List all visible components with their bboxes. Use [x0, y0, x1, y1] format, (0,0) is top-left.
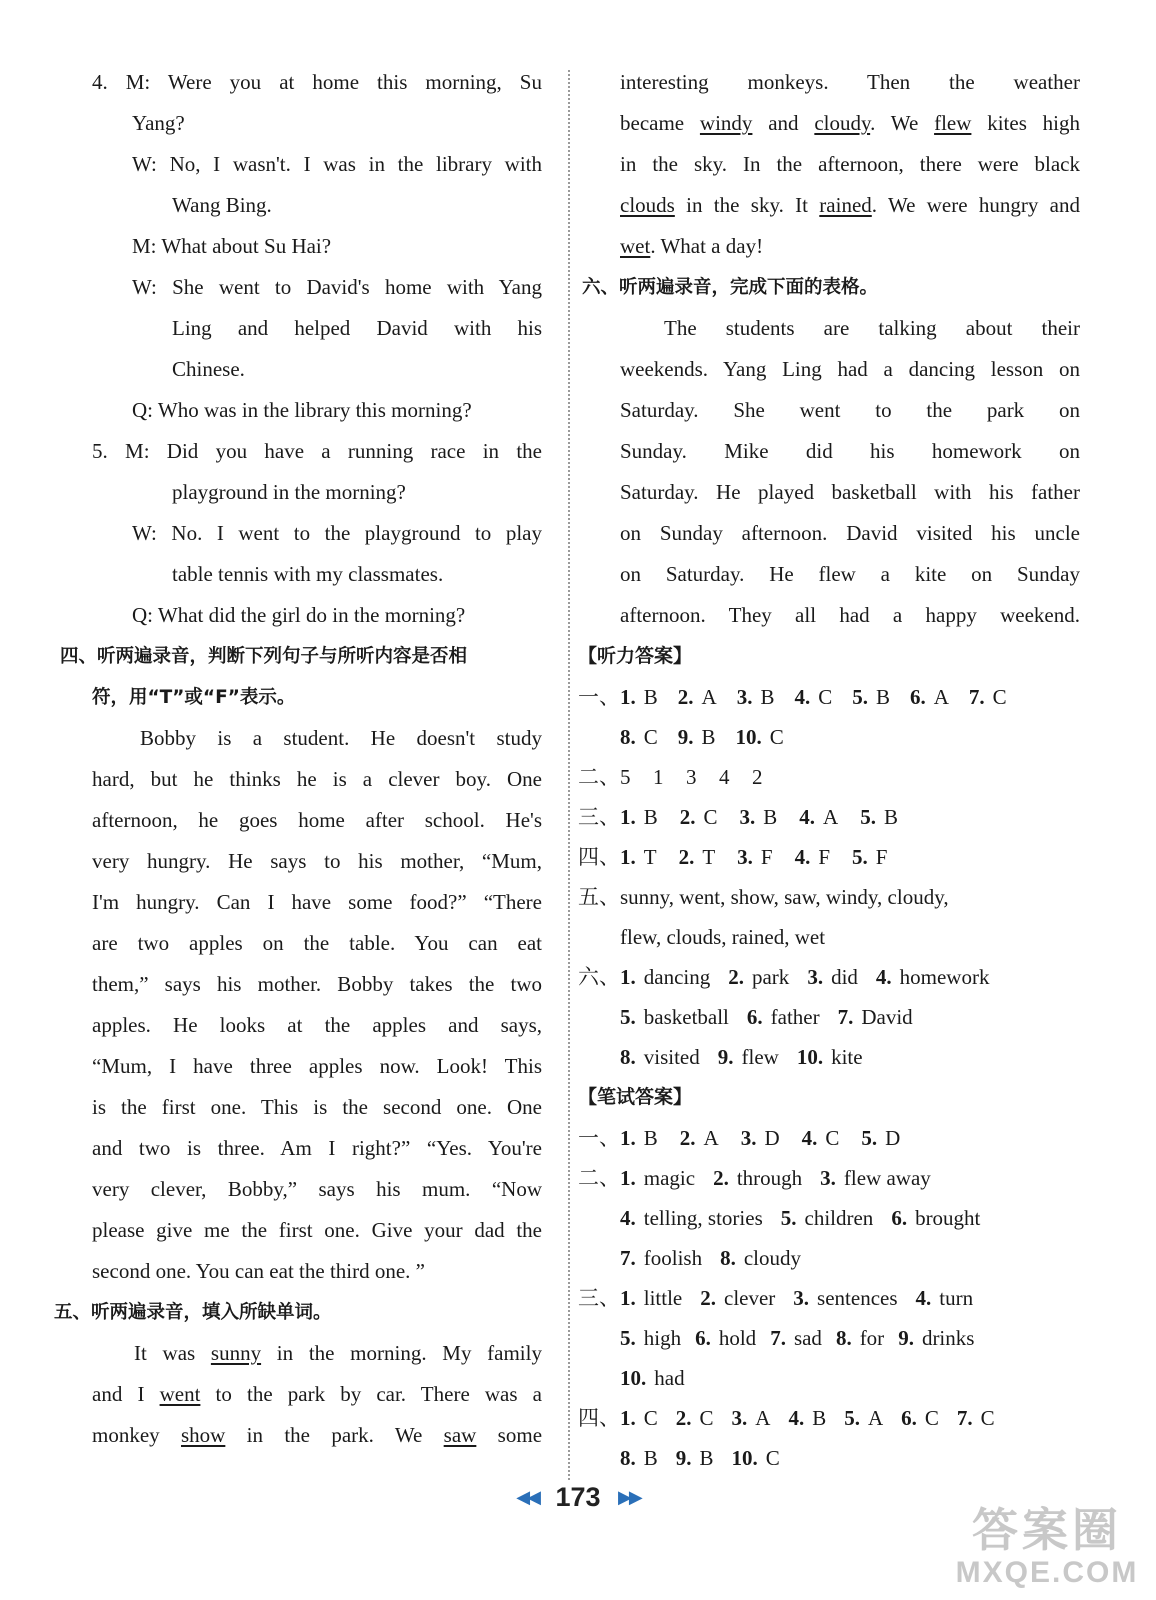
answer-value: C — [825, 1126, 840, 1150]
answer-number: 2. — [678, 845, 695, 869]
answer-number: 3. — [736, 685, 753, 709]
section-6-line — [620, 513, 1080, 554]
story-line-text: I'm hungry. Can I have some food?” “There — [92, 890, 542, 914]
answer-value: sentences — [817, 1286, 898, 1310]
answer-value: flew away — [843, 1166, 931, 1190]
answer-value: telling, stories — [643, 1206, 763, 1230]
story-line-text: hard, but he thinks he is a clever boy. One — [92, 767, 542, 791]
section-6-line-text: Sunday. Mike did his homework on — [620, 439, 1080, 463]
answer-number: 7. — [837, 1005, 854, 1029]
section-6-line — [620, 554, 1080, 595]
section-6-heading: 六、听两遍录音，完成下面的表格。 — [582, 277, 879, 298]
section-6-line — [620, 349, 1080, 390]
section-6-line — [620, 431, 1080, 472]
answer-number: 5. — [780, 1206, 797, 1230]
answer-row — [578, 1158, 1080, 1198]
answer-number: 1. — [620, 1286, 636, 1310]
answer-number: 2. — [713, 1166, 729, 1190]
q4-line-1: 4. M: Were you at home this morning, Su — [92, 70, 542, 94]
prev-page-arrows-icon[interactable]: ◀◀ — [516, 1487, 538, 1507]
q4-line-5: M: What about Su Hai? — [132, 234, 332, 258]
answer-number: 2. — [677, 685, 694, 709]
listening-answers — [578, 677, 1080, 1077]
answer-value: T — [643, 845, 657, 869]
answer-number: 4. — [794, 685, 811, 709]
answer-row — [578, 837, 1080, 877]
answer-number: 10. — [796, 1045, 824, 1069]
answer-number: 6. — [891, 1206, 908, 1230]
answer-value: sunny, went, show, saw, windy, cloudy, — [620, 885, 949, 909]
story-line-text: very clever, Bobby,” says his mum. “Now — [92, 1177, 542, 1201]
answer-value: A — [867, 1406, 884, 1430]
answer-value: B — [643, 1446, 658, 1470]
answer-number: 2. — [679, 1126, 696, 1150]
watermark-url: MXQE.COM — [955, 1556, 1139, 1589]
answer-value: F — [875, 845, 888, 869]
blank-word: wet — [620, 234, 651, 258]
answer-number: 10. — [620, 1366, 647, 1390]
story-line-text: very hungry. He says to his mother, “Mum, — [92, 849, 542, 873]
answer-value: C — [643, 1406, 658, 1430]
section-6-line-text: afternoon. They all had a happy weekend. — [620, 603, 1080, 627]
answer-value: homework — [899, 965, 990, 989]
answer-value: cloudy — [743, 1246, 801, 1270]
answer-value: B — [643, 685, 658, 709]
answer-row — [578, 677, 1080, 717]
answer-number: 2. — [675, 1406, 692, 1430]
q5-line-3: W: No. I went to the playground to play — [132, 521, 542, 545]
section-6-line — [620, 595, 1080, 636]
answer-row — [578, 757, 1080, 797]
story-line-text: afternoon, he goes home after school. He's — [92, 808, 542, 832]
answer-value: clever — [724, 1286, 776, 1310]
answer-value: A — [703, 1126, 719, 1150]
page-number: 173 — [555, 1482, 601, 1512]
answer-number: 4. — [915, 1286, 932, 1310]
answer-value: C — [924, 1406, 939, 1430]
answer-row — [578, 1118, 1080, 1158]
answer-value: brought — [915, 1206, 981, 1230]
answer-value: C — [992, 685, 1007, 709]
answer-number: 5. — [860, 805, 876, 829]
answer-value: C — [643, 725, 658, 749]
story-line — [92, 759, 542, 800]
answer-number: 2. — [679, 805, 696, 829]
section-6-line — [620, 472, 1080, 513]
answer-value: C — [699, 1406, 714, 1430]
story-line — [92, 964, 542, 1005]
answer-value: B — [643, 1126, 658, 1150]
blank-word: sunny — [210, 1341, 262, 1365]
story-line — [92, 1005, 542, 1046]
story-line-text: is the first one. This is the second one. One — [92, 1095, 542, 1119]
answer-number: 6. — [695, 1326, 711, 1350]
watermark-logo: 答案圈 — [972, 1504, 1122, 1556]
answer-value: turn — [939, 1286, 974, 1310]
answer-number: 4. — [801, 1126, 818, 1150]
answer-number: 10. — [731, 1446, 758, 1470]
answer-number: 6. — [909, 685, 926, 709]
answer-value: F — [818, 845, 831, 869]
answer-section-label: 二、 — [578, 765, 620, 789]
answer-number: 1. — [620, 965, 636, 989]
answer-section-label: 六、 — [578, 965, 620, 989]
answer-value: little — [643, 1286, 683, 1310]
answer-number: 8. — [835, 1326, 852, 1350]
section-6-line-text: weekends. Yang Ling had a dancing lesson on — [620, 357, 1080, 381]
story-line-text: and two is three. Am I right?” “Yes. You're — [92, 1136, 542, 1160]
story-line — [92, 1128, 542, 1169]
written-answers-title: 【笔试答案】 — [578, 1086, 693, 1108]
answer-section-label: 三、 — [578, 805, 620, 829]
story-line — [92, 1169, 542, 1210]
q5-question: Q: What did the girl do in the morning? — [132, 603, 466, 627]
q5-line-2: playground in the morning? — [172, 480, 406, 504]
answer-row — [620, 1198, 1080, 1238]
answer-number: 5. — [861, 1126, 878, 1150]
q4-line-6: W: She went to David's home with Yang — [132, 275, 542, 299]
answer-value: did — [831, 965, 858, 989]
answer-section-label: 四、 — [578, 845, 620, 869]
answer-row — [578, 877, 1080, 917]
answer-value: foolish — [643, 1246, 703, 1270]
answer-number: 4. — [788, 1406, 805, 1430]
answer-value: C — [818, 685, 833, 709]
story-line-text: them,” says his mother. Bobby takes the two — [92, 972, 542, 996]
answer-number: 5. — [844, 1406, 860, 1430]
section-6-line — [620, 390, 1080, 431]
answer-value: B — [883, 805, 898, 829]
answer-number: 7. — [770, 1326, 786, 1350]
section-6-passage — [620, 308, 1080, 636]
answer-number: 3. — [740, 1126, 757, 1150]
blank-word: clouds — [620, 193, 675, 217]
story-line — [92, 882, 542, 923]
answer-value: David — [861, 1005, 913, 1029]
answer-number: 3. — [737, 845, 753, 869]
section-5-cont-line-3: in the sky. In the afternoon, there were black — [620, 152, 1080, 176]
story-line — [92, 718, 542, 759]
blank-word: cloudy — [814, 111, 871, 135]
next-page-arrows-icon[interactable]: ▶▶ — [618, 1487, 640, 1507]
answer-value: B — [760, 685, 775, 709]
answer-number: 10. — [735, 725, 762, 749]
story-line-text: are two apples on the table. You can eat — [92, 931, 542, 955]
answer-number: 6. — [901, 1406, 917, 1430]
answer-row — [578, 797, 1080, 837]
answer-number: 5. — [852, 845, 868, 869]
answer-number: 7. — [956, 1406, 973, 1430]
answer-number: 7. — [968, 685, 985, 709]
story-line — [92, 800, 542, 841]
answer-value: B — [701, 725, 716, 749]
answer-number: 8. — [620, 1045, 636, 1069]
answer-value: had — [654, 1366, 685, 1390]
answer-number: 2. — [700, 1286, 716, 1310]
answer-row — [578, 957, 1080, 997]
answer-value: F — [760, 845, 773, 869]
answer-value: flew — [741, 1045, 779, 1069]
answer-section-label: 五、 — [578, 885, 620, 909]
q4-line-8: Chinese. — [172, 357, 245, 381]
answer-number: 3. — [820, 1166, 836, 1190]
column-divider — [568, 70, 570, 1480]
answer-number: 9. — [717, 1045, 734, 1069]
q4-question: Q: Who was in the library this morning? — [132, 398, 472, 422]
watermark — [952, 1504, 1142, 1590]
answer-number: 1. — [620, 805, 636, 829]
answer-value: A — [933, 685, 949, 709]
answer-section-label: 四、 — [578, 1406, 620, 1430]
right-column — [578, 62, 1080, 1478]
answer-value: 5 1 3 4 2 — [620, 765, 763, 789]
answer-value: C — [765, 1446, 780, 1470]
story-line-text: second one. You can eat the third one. ” — [92, 1259, 425, 1283]
section-5-line-2: and I went to the park by car. There was a — [92, 1382, 542, 1406]
answer-row — [620, 917, 1080, 957]
blank-word: went — [159, 1382, 201, 1406]
answer-number: 6. — [746, 1005, 763, 1029]
answer-row — [620, 1438, 1080, 1478]
q5-line-1: 5. M: Did you have a running race in the — [92, 439, 542, 463]
answer-number: 1. — [620, 685, 636, 709]
answer-value: magic — [643, 1166, 696, 1190]
answer-value: father — [770, 1005, 820, 1029]
section-6-line-text: on Sunday afternoon. David visited his uncle — [620, 521, 1080, 545]
answer-value: basketball — [643, 1005, 729, 1029]
story-line-text: Bobby is a student. He doesn't study — [140, 726, 542, 750]
answer-section-label: 二、 — [578, 1166, 620, 1190]
story-line — [92, 1087, 542, 1128]
answer-row — [578, 1278, 1080, 1318]
section-6-line — [620, 308, 1080, 349]
section-5-line-1: It was sunny in the morning. My family — [134, 1341, 542, 1365]
story-line-text: “Mum, I have three apples now. Look! This — [92, 1054, 542, 1078]
answer-number: 5. — [620, 1326, 636, 1350]
listening-answers-title: 【听力答案】 — [578, 645, 693, 667]
section-4-heading-line-2: 符，用“T”或“F”表示。 — [92, 687, 296, 708]
answer-value: B — [875, 685, 890, 709]
answer-number: 4. — [620, 1206, 636, 1230]
answer-value: A — [701, 685, 717, 709]
story-line-text: apples. He looks at the apples and says, — [92, 1013, 542, 1037]
answer-value: C — [980, 1406, 995, 1430]
answer-row — [620, 1238, 1080, 1278]
answer-number: 5. — [852, 685, 868, 709]
answer-number: 3. — [807, 965, 824, 989]
answer-number: 8. — [620, 1446, 636, 1470]
answer-row — [620, 997, 1080, 1037]
answer-number: 1. — [620, 1126, 636, 1150]
blank-word: rained — [819, 193, 872, 217]
answer-number: 7. — [620, 1246, 636, 1270]
answer-section-label: 三、 — [578, 1286, 620, 1310]
answer-row — [620, 1037, 1080, 1077]
answer-value: high — [643, 1326, 682, 1350]
answer-value: through — [736, 1166, 803, 1190]
answer-value: C — [769, 725, 784, 749]
answer-value: B — [643, 805, 658, 829]
section-6-line-text: Saturday. She went to the park on — [620, 398, 1080, 422]
answer-number: 3. — [793, 1286, 810, 1310]
answer-number: 9. — [675, 1446, 692, 1470]
answer-value: visited — [643, 1045, 700, 1069]
section-5-heading: 五、听两遍录音，填入所缺单词。 — [54, 1302, 332, 1323]
answer-number: 2. — [728, 965, 744, 989]
section-4-heading-line-1: 四、听两遍录音，判断下列句子与所听内容是否相 — [60, 646, 468, 667]
q4-line-7: Ling and helped David with his — [172, 316, 542, 340]
answer-value: A — [823, 805, 839, 829]
section-5-line-3: monkey show in the park. We saw some — [92, 1423, 543, 1447]
q5-line-4: table tennis with my classmates. — [172, 562, 444, 586]
blank-word: flew — [934, 111, 972, 135]
answer-number: 8. — [720, 1246, 736, 1270]
answer-number: 4. — [794, 845, 811, 869]
answer-number: 1. — [620, 845, 636, 869]
answer-value: D — [764, 1126, 780, 1150]
q4-line-2: Yang? — [132, 111, 185, 135]
answer-value: sad — [793, 1326, 822, 1350]
answer-section-label: 一、 — [578, 685, 620, 709]
answer-value: hold — [718, 1326, 757, 1350]
answer-value: dancing — [643, 965, 711, 989]
answer-row — [578, 1398, 1080, 1438]
section-5-cont-line-5: wet. What a day! — [620, 234, 764, 258]
answer-value: B — [699, 1446, 714, 1470]
section-6-line-text: The students are talking about their — [664, 316, 1080, 340]
story-line — [92, 841, 542, 882]
answer-value: A — [755, 1406, 771, 1430]
story-line-text: please give me the first one. Give your dad the — [92, 1218, 542, 1242]
answer-value: C — [703, 805, 718, 829]
answer-value: for — [859, 1326, 885, 1350]
story-passage — [92, 718, 542, 1292]
written-answers — [578, 1118, 1080, 1478]
answer-value: drinks — [921, 1326, 975, 1350]
answer-value: park — [751, 965, 790, 989]
answer-number: 9. — [677, 725, 694, 749]
section-6-line-text: Saturday. He played basketball with his father — [620, 480, 1080, 504]
answer-number: 8. — [620, 725, 636, 749]
answer-value: T — [702, 845, 716, 869]
answer-number: 5. — [620, 1005, 636, 1029]
answer-number: 1. — [620, 1166, 636, 1190]
section-6-line-text: on Saturday. He flew a kite on Sunday — [620, 562, 1080, 586]
answer-value: kite — [831, 1045, 863, 1069]
section-5-cont-line-2: became windy and cloudy. We flew kites high — [620, 111, 1080, 135]
answer-row — [620, 1318, 1080, 1358]
story-line — [92, 1210, 542, 1251]
q4-line-3: W: No, I wasn't. I was in the library with — [132, 152, 542, 176]
blank-word: windy — [699, 111, 753, 135]
answer-value: B — [812, 1406, 827, 1430]
answer-value: flew, clouds, rained, wet — [620, 925, 826, 949]
answer-value: B — [763, 805, 778, 829]
q4-line-4: Wang Bing. — [172, 193, 272, 217]
blank-word: saw — [443, 1423, 477, 1447]
answer-number: 4. — [875, 965, 892, 989]
answer-row — [620, 1358, 1080, 1398]
section-5-cont-line-1: interesting monkeys. Then the weather — [620, 70, 1080, 94]
answer-value: D — [885, 1126, 901, 1150]
section-5-cont-line-4: clouds in the sky. It rained. We were hungry and — [620, 193, 1080, 217]
story-line — [92, 1046, 542, 1087]
answer-number: 3. — [731, 1406, 748, 1430]
answer-value: children — [804, 1206, 874, 1230]
left-column — [54, 62, 543, 1456]
answer-number: 1. — [620, 1406, 636, 1430]
story-line — [92, 923, 542, 964]
answer-section-label: 一、 — [578, 1126, 620, 1150]
answer-row — [620, 717, 1080, 757]
answer-number: 4. — [799, 805, 816, 829]
answer-number: 9. — [898, 1326, 914, 1350]
answer-number: 3. — [739, 805, 756, 829]
story-line — [92, 1251, 542, 1292]
blank-word: show — [181, 1423, 226, 1447]
